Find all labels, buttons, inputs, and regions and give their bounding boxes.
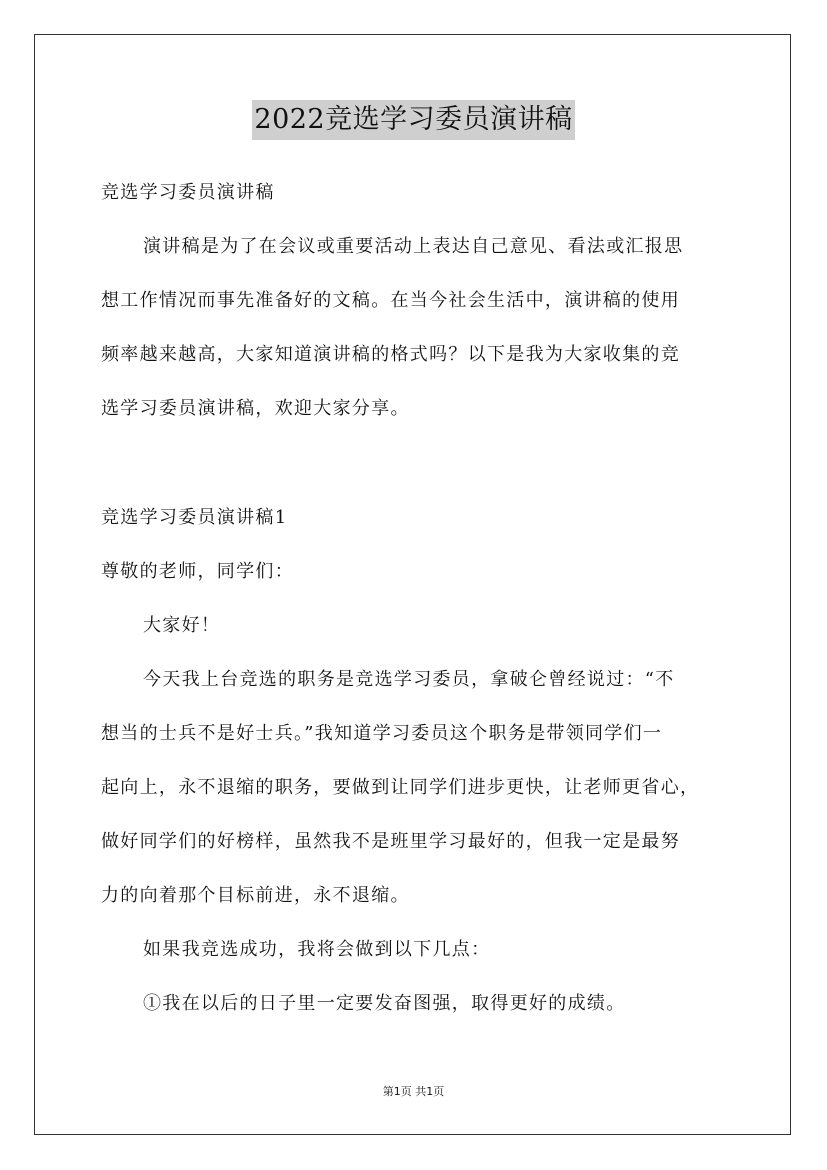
page-footer: 第1页 共1页 [382,1085,445,1098]
body-line: 起向上，永不退缩的职务，要做到让同学们进步更快，让老师更省心， [101,777,700,798]
greeting: 大家好！ [143,615,221,636]
plan-item: ①我在以后的日子里一定要发奋图强，取得更好的成绩。 [143,993,626,1014]
intro-line: 想工作情况而事先准备好的文稿。在当今社会生活中，演讲稿的使用 [101,290,680,311]
body-line: 想当的士兵不是好士兵。”我知道学习委员这个职务是带领同学们一 [101,723,663,744]
intro-line: 频率越来越高，大家知道演讲稿的格式吗？以下是我为大家收集的竞 [101,344,680,365]
document-subtitle: 竞选学习委员演讲稿 [101,182,275,203]
document-title: 2022竞选学习委员演讲稿 [252,100,574,140]
title-wrap [0,100,827,140]
plan-intro: 如果我竞选成功，我将会做到以下几点： [143,939,491,960]
body-line: 做好同学们的好榜样，虽然我不是班里学习最好的，但我一定是最努 [101,831,680,852]
section-heading: 竞选学习委员演讲稿1 [101,507,288,528]
intro-line: 演讲稿是为了在会议或重要活动上表达自己意见、看法或汇报思 [143,236,684,257]
salutation: 尊敬的老师，同学们： [101,561,294,582]
body-line: 力的向着那个目标前进，永不退缩。 [101,885,410,906]
intro-line: 选学习委员演讲稿，欢迎大家分享。 [101,398,410,419]
body-line: 今天我上台竞选的职务是竞选学习委员，拿破仑曾经说过：“不 [143,669,675,690]
